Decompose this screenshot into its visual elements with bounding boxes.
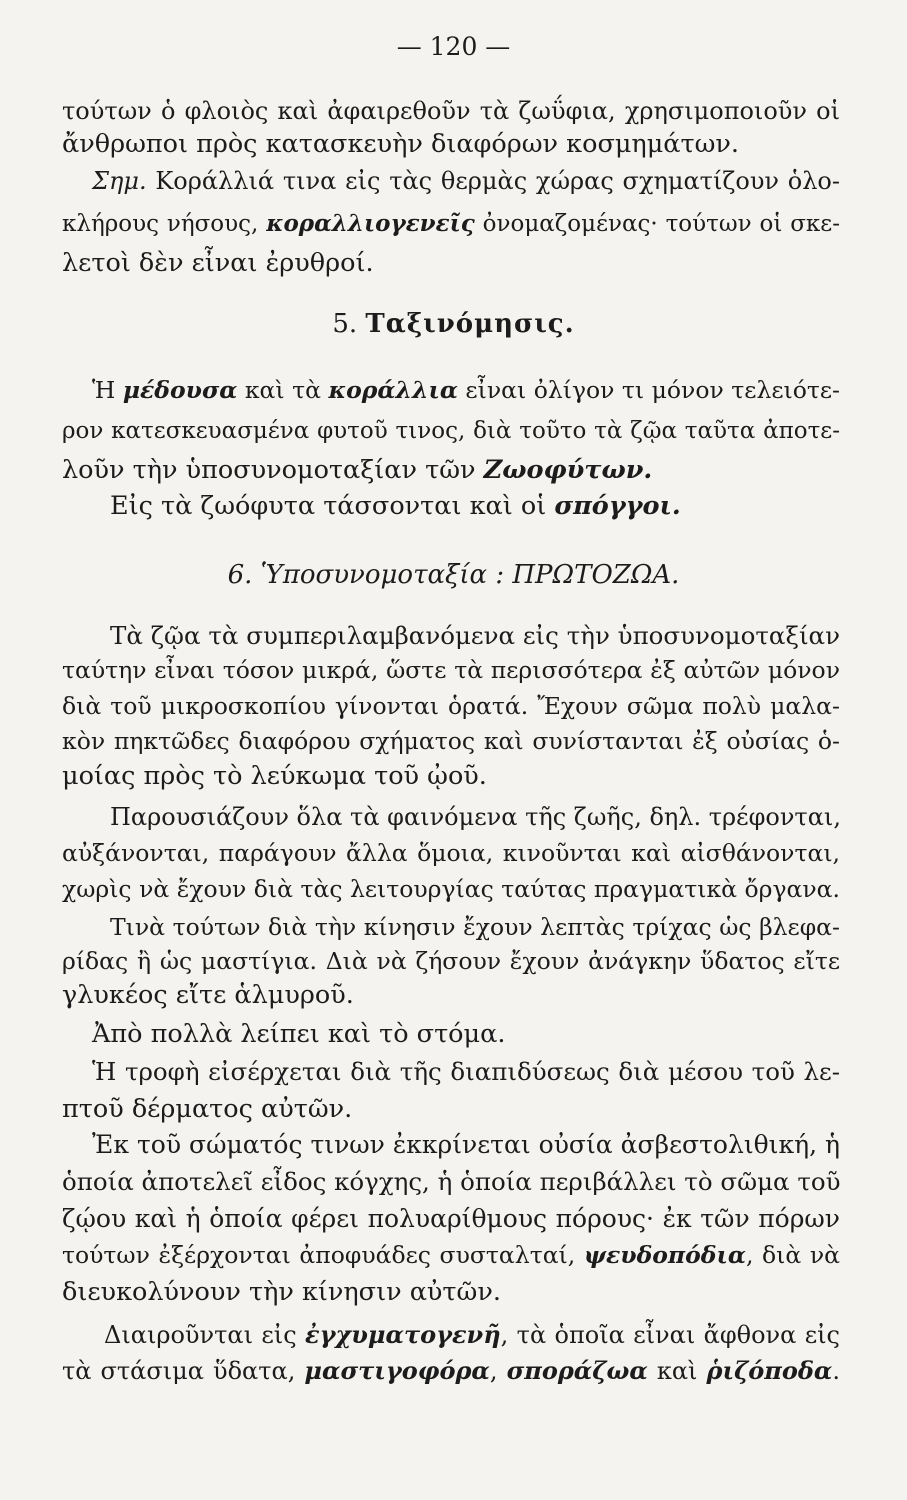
text-line: λοῦν τὴν ὑποσυνομοταξίαν τῶν Ζωοφύτων. [62,455,653,485]
term: μαστιγοφόρα [304,1356,490,1385]
term: κοραλλιογενεῖς [266,210,475,237]
section-heading: 5. Ταξινόμησις. [332,309,575,339]
text-line: Τινὰ τούτων διὰ τὴν κίνησιν ἔχουν λεπτὰς τρίχας ὡς βλεφα- [110,913,840,941]
text-line: Ἡ τροφὴ εἰσέρχεται διὰ τῆς διαπιδύσεως διὰ μέσου τοῦ λε- [92,1057,840,1086]
text-line: διὰ τοῦ μικροσκοπίου γίνονται ὁρατά. Ἔχουν σῶμα πολὺ μαλα- [62,692,840,720]
term: ῥιζόποδα [706,1356,833,1385]
text-line: ρίδας ἢ ὡς μαστίγια. Διὰ νὰ ζήσουν ἔχουν ἀνάγκην ὕδατος εἴτε [62,947,840,975]
page-number: — 120 — [396,32,511,61]
text-line: ταύτην εἶναι τόσον μικρά, ὥστε τὰ περισσότερα ἐξ αὐτῶν μόνον [62,656,840,684]
section-title: Ταξινόμησις. [365,309,575,339]
term: σποράζωα [506,1356,648,1385]
text-line: Διαιροῦνται εἰς ἐγχυματογενῆ, τὰ ὁποῖα εἶναι ἄφθονα εἰς [104,1320,840,1349]
text-line: κὸν πηκτῶδες διαφόρου σχήματος καὶ συνίστανται ἐξ οὐσίας ὁ- [62,727,840,755]
text-line: πτοῦ δέρματος αὐτῶν. [62,1094,353,1124]
term: ψευδοπόδια [583,1241,746,1269]
note-line: κλήρους νήσους, κοραλλιογενεῖς ὀνομαζομένας· τούτων οἱ σκε- [62,210,840,237]
text-line: χωρὶς νὰ ἔχουν διὰ τὰς λειτουργίας ταύτας πραγματικὰ ὄργανα. [62,875,840,903]
text-line: ρον κατεσκευασμένα φυτοῦ τινος, διὰ τοῦτο τὰ ζῷα ταῦτα ἀποτε- [62,418,840,444]
text-line: γλυκέος εἴτε ἁλμυροῦ. [62,980,354,1010]
text-line: διευκολύνουν τὴν κίνησιν αὐτῶν. [62,1277,501,1307]
text-line: ζῴου καὶ ἡ ὁποία φέρει πολυαρίθμους πόρους· ἐκ τῶν πόρων [62,1204,840,1233]
text-line: Ἡ μέδουσα καὶ τὰ κοράλλια εἶναι ὀλίγον τι μόνον τελειότε- [92,376,840,404]
note-line: λετοὶ δὲν εἶναι ἐρυθροί. [62,248,374,278]
text-line: μοίας πρὸς τὸ λεύκωμα τοῦ ᾠοῦ. [62,761,487,791]
text-line: τὰ στάσιμα ὕδατα, μαστιγοφόρα, σποράζωα καὶ ῥιζόποδα. [62,1356,840,1385]
text-line: τούτων ὁ φλοιὸς καὶ ἀφαιρεθοῦν τὰ ζωΰφια, χρησιμοποιοῦν οἱ [62,97,840,125]
note-label: Σημ. [92,167,147,195]
text-line: αὐξάνονται, παράγουν ἄλλα ὅμοια, κινοῦνται καὶ αἰσθάνονται, [62,839,840,867]
section-heading: 6. Ὑποσυνομοταξία : ΠΡΩΤΟΖΩΑ. [227,560,680,590]
term: κοράλλια [328,376,458,404]
text-line: Τὰ ζῷα τὰ συμπεριλαμβανόμενα εἰς τὴν ὑποσυνομοταξίαν [110,621,840,650]
term: Ζωοφύτων. [483,455,653,485]
text-line: Εἰς τὰ ζωόφυτα τάσσονται καὶ οἱ σπόγγοι. [110,491,681,521]
term: ἐγχυματογενῆ [305,1320,501,1349]
text-line: ἄνθρωποι πρὸς κατασκευὴν διαφόρων κοσμημάτων. [62,129,740,159]
term: σπόγγοι. [554,491,681,521]
text-line: Ἐκ τοῦ σώματός τινων ἐκκρίνεται οὐσία ἀσβεστολιθική, ἡ [92,1130,840,1159]
text-line: Ἀπὸ πολλὰ λείπει καὶ τὸ στόμα. [92,1019,506,1049]
text-line: ὁποία ἀποτελεῖ εἶδος κόγχης, ἡ ὁποία περιβάλλει τὸ σῶμα τοῦ [62,1167,841,1196]
text-line: Παρουσιάζουν ὅλα τὰ φαινόμενα τῆς ζωῆς, δηλ. τρέφονται, [110,803,841,831]
term: μέδουσα [122,376,238,404]
note-line: Σημ. Κοράλλιά τινα εἰς τὰς θερμὰς χώρας σχηματίζουν ὁλο- [92,167,840,195]
text-line: τούτων ἐξέρχονται ἀποφυάδες συσταλταί, ψευδοπόδια, διὰ νὰ [62,1241,841,1269]
